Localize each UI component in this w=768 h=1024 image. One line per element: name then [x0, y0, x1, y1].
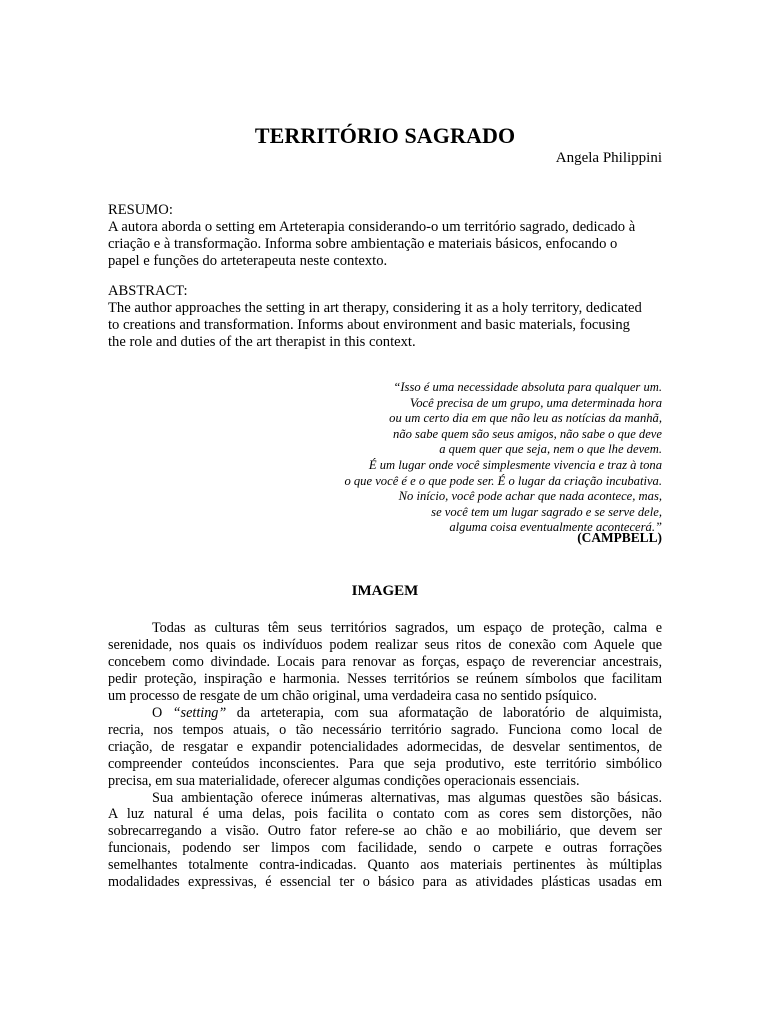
setting-term: “setting” — [172, 704, 227, 721]
body-line: funcionais, podendo ser limpos com facilidade, sendo o carpete e outras forrações — [108, 840, 662, 857]
epigraph-line: “Isso é uma necessidade absoluta para qualquer um. — [393, 380, 662, 394]
abstract-label: ABSTRACT: — [108, 283, 188, 299]
document-title: TERRITÓRIO SAGRADO — [254, 123, 516, 148]
body-line: semelhantes totalmente contra-indicadas. Quanto aos materiais pertinentes às múltiplas — [108, 857, 662, 874]
section-heading: IMAGEM — [351, 583, 419, 599]
body-line-text: da arteterapia, com sua aformatação de laboratório de alquimista, — [226, 704, 662, 721]
body-line — [108, 705, 662, 722]
epigraph-line: alguma coisa eventualmente acontecerá.” — [449, 520, 662, 535]
body-line: compreender conteúdos inconscientes. Para que seja produtivo, este território simbólico — [108, 755, 662, 772]
resumo-line: papel e funções do arteterapeuta neste contexto. — [108, 253, 388, 269]
epigraph-line: É um lugar onde você simplesmente vivencia e traz à tona — [368, 457, 662, 472]
abstract-line: The author approaches the setting in art therapy, considering it as a holy territory, dedicated — [108, 300, 642, 316]
author-name: Angela Philippini — [555, 150, 662, 166]
body-line: Todas as culturas têm seus territórios sagrados, um espaço de proteção, calma e — [152, 620, 662, 636]
body-line: serenidade, nos quais os indivíduos podem realizar seus ritos de conexão com Aquele que — [108, 636, 662, 653]
epigraph-attribution: (CAMPBELL) — [577, 530, 662, 545]
epigraph-line: a quem quer que seja, nem o que lhe devem. — [439, 442, 662, 457]
epigraph-line: o que você é e o que pode ser. É o lugar da criação incubativa. — [344, 473, 662, 488]
resumo-line: A autora aborda o setting em Arteterapia considerando-o um território sagrado, dedicado à — [108, 219, 636, 235]
body-line: Sua ambientação oferece inúmeras alternativas, mas algumas questões são básicas. — [152, 789, 662, 806]
epigraph-line: Você precisa de um grupo, uma determinada hora — [409, 395, 662, 410]
abstract-line: to creations and transformation. Informs about environment and basic materials, focusing — [108, 317, 630, 333]
resumo-line: criação e à transformação. Informa sobre ambientação e materiais básicos, enfocando o — [108, 236, 618, 252]
epigraph-line: se você tem um lugar sagrado e se serve dele, — [431, 504, 662, 519]
epigraph-line: No início, você pode achar que nada acontece, mas, — [398, 489, 662, 504]
body-line: um processo de resgate de um chão original, uma verdadeira casa no sentido psíquico. — [108, 687, 597, 704]
abstract-section — [108, 283, 662, 351]
body-line: precisa, em sua materialidade, oferecer algumas condições operacionais essenciais. — [108, 772, 580, 789]
abstract-line: the role and duties of the art therapist in this context. — [108, 334, 416, 350]
resumo-label: RESUMO: — [108, 202, 173, 218]
body-line: sobrecarregando a visão. Outro fator refere-se ao chão e ao mobiliário, que devem ser — [108, 823, 662, 840]
body-line-text: O — [152, 704, 173, 721]
body-line: recria, nos tempos atuais, o tão necessário território sagrado. Funciona como local de — [108, 721, 662, 738]
epigraph-quote — [202, 380, 662, 536]
body-line: pedir proteção, inspiração e harmonia. Nesses territórios se reúnem símbolos que facilitam — [108, 670, 662, 687]
resumo-section — [108, 202, 662, 270]
body-text — [108, 620, 662, 891]
epigraph-line: não sabe quem são seus amigos, não sabe o que deve — [393, 426, 662, 441]
body-line: concebem como divindade. Locais para renovar as forças, espaço de reverenciar ancestrais, — [108, 653, 662, 670]
epigraph-line: ou um certo dia em que não leu as notícias da manhã, — [389, 411, 662, 426]
body-line: A luz natural é uma delas, pois facilita o contato com as cores sem distorções, não — [108, 806, 662, 823]
body-line: criação, de resgatar e expandir potencialidades adormecidas, de desvelar sentimentos, de — [108, 738, 662, 755]
body-line: modalidades expressivas, é essencial ter o básico para as atividades plásticas usadas em — [108, 874, 662, 891]
